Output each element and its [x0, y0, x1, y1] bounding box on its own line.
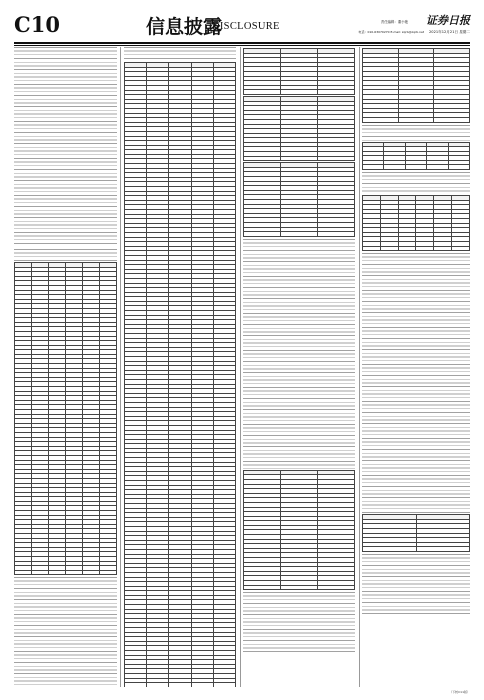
table-cell — [318, 585, 355, 590]
data-table — [14, 262, 117, 575]
table-cell — [318, 156, 355, 161]
page-number: C10 — [14, 12, 60, 37]
table-cell — [83, 570, 100, 575]
table-cell — [363, 547, 417, 552]
contact-line: 电话：010-63070270 E-mail: zqrb@zqrb.net — [358, 30, 424, 34]
table-cell — [49, 570, 66, 575]
table-cell — [363, 165, 384, 170]
editor-line: 责任编辑：董小艳 — [380, 20, 408, 24]
table-cell — [244, 90, 281, 95]
data-table — [362, 48, 470, 123]
data-table — [362, 514, 470, 552]
data-table — [243, 162, 355, 237]
table-cell — [281, 90, 318, 95]
table-cell — [448, 165, 469, 170]
table-row — [15, 570, 117, 575]
text-block — [362, 125, 470, 141]
column-4 — [362, 47, 470, 687]
data-table — [243, 96, 355, 161]
table-cell — [363, 117, 399, 122]
table-row — [363, 246, 470, 251]
text-block — [362, 172, 470, 194]
text-block — [243, 592, 355, 652]
table-cell — [384, 165, 405, 170]
date-line: 2021年12月21日 星期二 — [429, 30, 470, 34]
section-title: 信息披露 — [146, 16, 223, 38]
column-2 — [124, 47, 236, 687]
text-block — [362, 253, 470, 513]
table-cell — [380, 246, 398, 251]
table-row — [244, 90, 355, 95]
column-1 — [14, 47, 117, 687]
section-title-english: DISCLOSURE — [212, 21, 280, 32]
data-table — [362, 142, 470, 171]
table-cell — [398, 117, 434, 122]
column-divider — [120, 47, 121, 687]
text-block — [14, 47, 117, 247]
text-block — [362, 554, 470, 614]
table-cell — [281, 585, 318, 590]
table-row — [363, 117, 470, 122]
continuation-note: （下转C11版） — [449, 690, 470, 694]
table-cell — [434, 246, 452, 251]
column-3 — [243, 47, 355, 687]
table-cell — [318, 90, 355, 95]
table-row — [244, 156, 355, 161]
table-cell — [434, 117, 470, 122]
masthead-rule — [14, 42, 470, 44]
table-row — [363, 547, 470, 552]
data-table — [362, 195, 470, 251]
masthead — [14, 10, 470, 42]
table-cell — [452, 246, 470, 251]
table-cell — [244, 232, 281, 237]
table-cell — [405, 165, 426, 170]
table-cell — [66, 570, 83, 575]
table-cell — [32, 570, 49, 575]
table-cell — [100, 570, 117, 575]
masthead-right — [320, 10, 470, 42]
table-cell — [416, 547, 470, 552]
table-cell — [398, 246, 416, 251]
brand-logo: 证券日报 — [426, 14, 470, 27]
column-divider — [240, 47, 241, 687]
data-table — [124, 62, 236, 687]
table-cell — [15, 570, 32, 575]
table-row — [244, 232, 355, 237]
text-block — [14, 577, 117, 687]
text-block — [14, 249, 117, 261]
table-row — [363, 165, 470, 170]
table-cell — [244, 156, 281, 161]
text-block — [124, 47, 236, 61]
text-block — [243, 239, 355, 469]
data-table — [243, 470, 355, 590]
table-cell — [281, 156, 318, 161]
column-divider — [359, 47, 360, 687]
table-cell — [244, 585, 281, 590]
table-cell — [427, 165, 448, 170]
data-table — [243, 48, 355, 95]
table-cell — [318, 232, 355, 237]
table-cell — [416, 246, 434, 251]
table-cell — [363, 246, 381, 251]
masthead-rule-thin — [14, 45, 470, 46]
table-row — [244, 585, 355, 590]
table-cell — [281, 232, 318, 237]
